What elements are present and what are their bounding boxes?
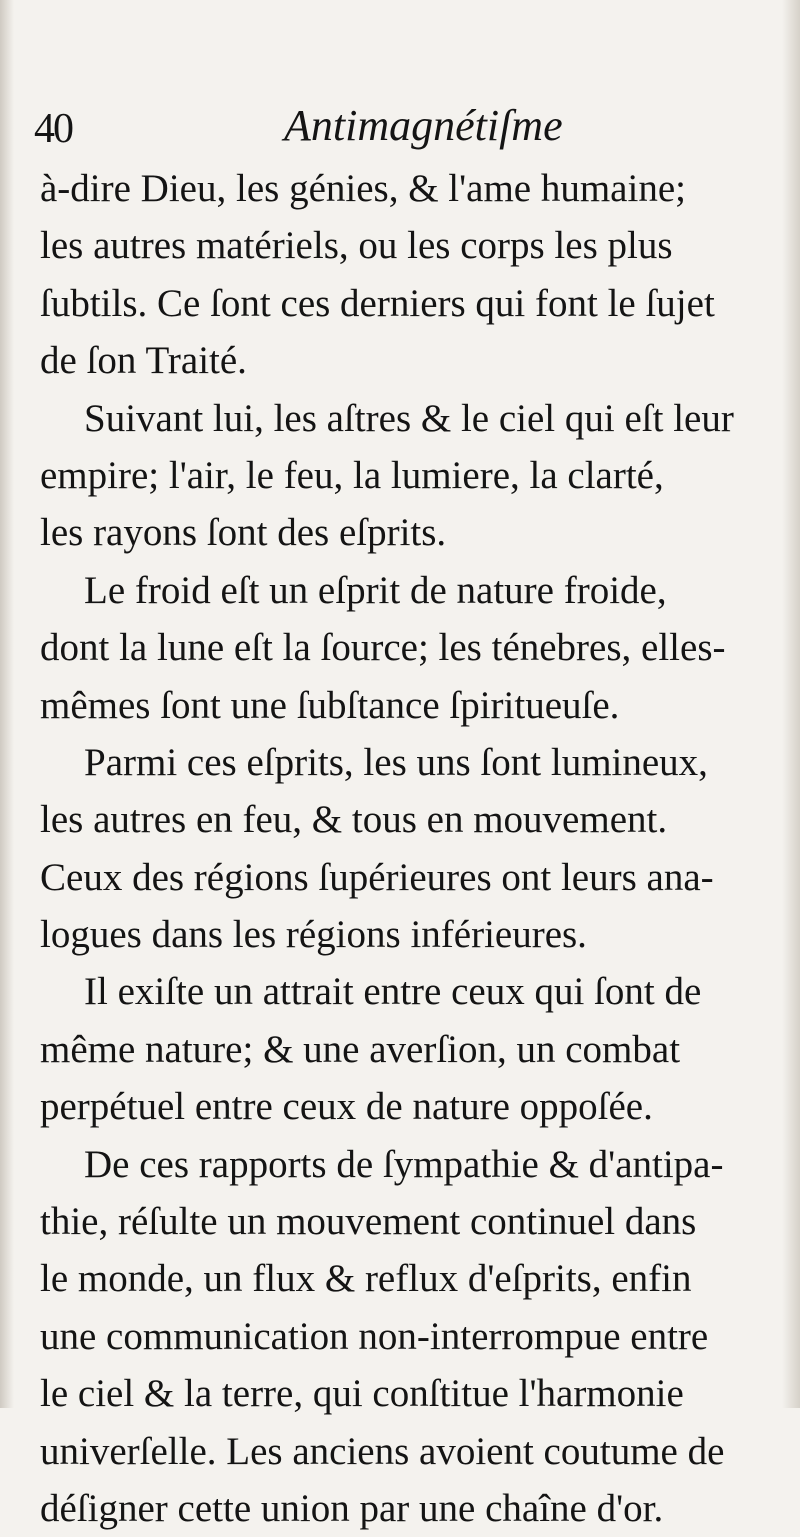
text-line: une communication non-interrompue entre: [40, 1314, 709, 1358]
text-line: univerſelle. Les anciens avoient coutume de: [40, 1429, 725, 1473]
text-line: dont la lune eſt la ſource; les ténebres, elles-: [40, 626, 726, 670]
page-header: [34, 98, 774, 154]
body-text: [40, 160, 740, 1537]
text-line: le ciel & la terre, qui conſtitue l'harmonie: [40, 1372, 684, 1416]
text-line: Le froid eſt un eſprit de nature froide,: [84, 568, 667, 612]
text-line: mêmes ſont une ſubſtance ſpiritueuſe.: [40, 683, 620, 727]
text-line: déſigner cette union par une chaîne d'or.: [40, 1486, 664, 1530]
text-line: De ces rapports de ſympathie & d'antipa-: [84, 1142, 724, 1186]
text-line: perpétuel entre ceux de nature oppoſée.: [40, 1085, 653, 1129]
text-line: le monde, un flux & reflux d'eſprits, enfin: [40, 1257, 692, 1301]
page-gutter-shadow: [0, 0, 14, 1408]
text-line: même nature; & une averſion, un combat: [40, 1027, 681, 1071]
page-edge-shadow: [782, 0, 800, 1408]
text-line: Parmi ces eſprits, les uns ſont lumineux,: [84, 740, 708, 784]
text-line: de ſon Traité.: [40, 339, 247, 383]
text-line: Ceux des régions ſupérieures ont leurs ana-: [40, 855, 714, 899]
text-line: Il exiſte un attrait entre ceux qui ſont de: [84, 970, 702, 1014]
text-line: les rayons ſont des eſprits.: [40, 511, 447, 555]
text-line: les autres en feu, & tous en mouvement.: [40, 798, 668, 842]
text-line: à-dire Dieu, les génies, & l'ame humaine;: [40, 167, 686, 210]
text-line: empire; l'air, le feu, la lumiere, la clarté,: [40, 453, 664, 497]
page-number: 40: [34, 106, 72, 152]
text-line: ſubtils. Ce ſont ces derniers qui font le ſujet: [40, 281, 715, 325]
text-line: logues dans les régions inférieures.: [40, 913, 587, 957]
text-line: Suivant lui, les aſtres & le ciel qui eſt leur: [84, 396, 734, 440]
text-line: thie, réſulte un mouvement continuel dans: [40, 1200, 697, 1244]
text-line: les autres matériels, ou les corps les plus: [40, 224, 673, 268]
running-head: Antimagnétiſme: [284, 101, 563, 150]
